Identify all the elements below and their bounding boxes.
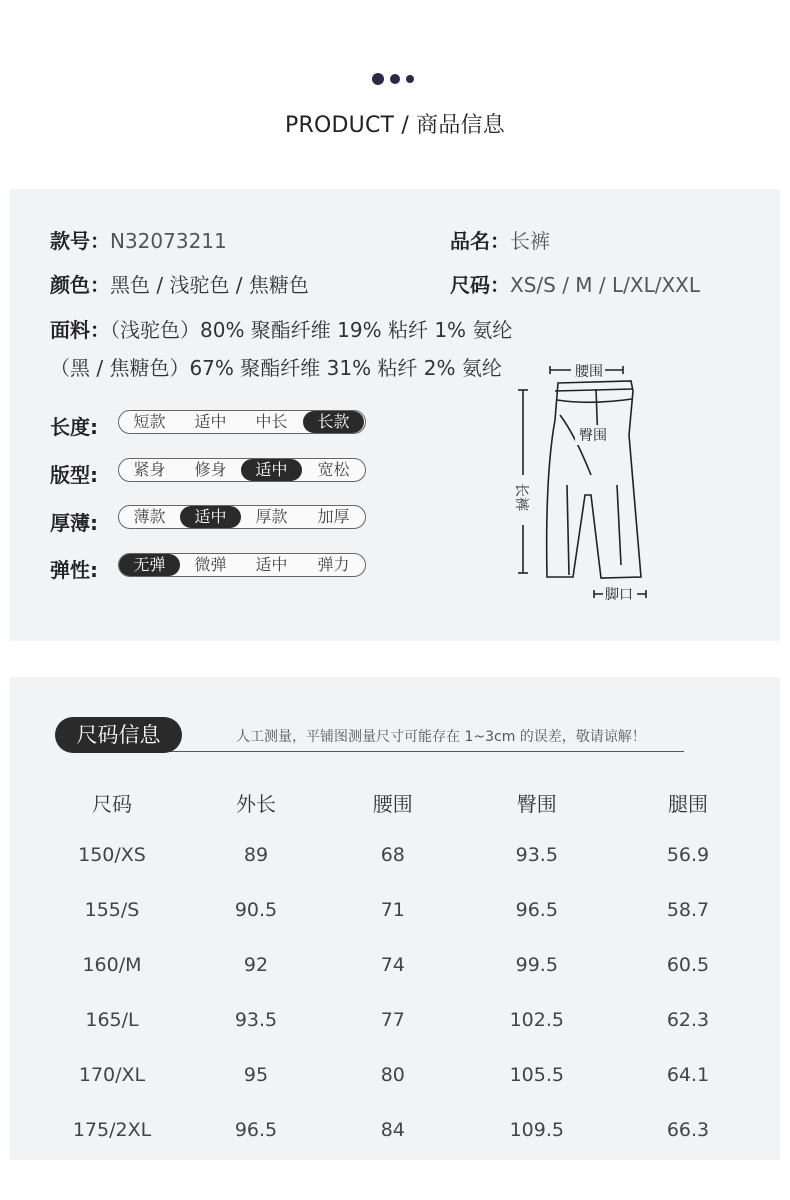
cell-length: 89 xyxy=(243,843,269,866)
cell-thigh: 62.3 xyxy=(666,1008,710,1031)
attr-label-thickness: 厚薄: xyxy=(50,511,98,535)
pants-diagram xyxy=(505,355,665,625)
cell-length: 95 xyxy=(243,1063,269,1086)
cell-size: 175/2XL xyxy=(72,1118,152,1141)
product-name-value: 长裤 xyxy=(510,229,550,253)
attr-option-selected: 适中 xyxy=(241,459,302,481)
attr-option: 中长 xyxy=(255,412,288,431)
color-label: 颜色： xyxy=(50,273,110,297)
col-header-thigh: 腿围 xyxy=(667,791,708,816)
attr-option: 厚款 xyxy=(255,507,288,526)
cell-waist: 74 xyxy=(380,953,405,976)
style-number-row xyxy=(50,225,227,254)
cell-hip: 96.5 xyxy=(515,898,558,921)
cell-hip: 109.5 xyxy=(509,1118,564,1141)
size-table xyxy=(40,777,760,1157)
cell-size: 165/L xyxy=(85,1008,139,1031)
attr-option: 紧身 xyxy=(133,460,166,479)
attr-scale-thickness xyxy=(118,505,366,529)
attr-scale-length xyxy=(118,410,366,434)
table-row xyxy=(40,827,760,882)
attr-label-fit: 版型: xyxy=(50,463,98,487)
fabric-line-2: （黑 / 焦糖色）67% 聚酯纤维 31% 粘纤 2% 氨纶 xyxy=(50,356,502,380)
attr-option: 适中 xyxy=(194,412,227,431)
cell-thigh: 56.9 xyxy=(666,843,710,866)
attr-option-selected: 无弹 xyxy=(119,554,180,576)
cell-length: 90.5 xyxy=(234,898,278,921)
col-header-hip: 臀围 xyxy=(516,791,557,816)
cell-thigh: 64.1 xyxy=(666,1063,710,1086)
color-row xyxy=(50,269,309,298)
attr-option: 加厚 xyxy=(317,507,350,526)
table-row xyxy=(40,1047,760,1102)
product-name-row xyxy=(450,225,550,254)
cell-size: 160/M xyxy=(82,953,142,976)
cell-size: 150/XS xyxy=(78,843,146,866)
hem-label: 脚口 xyxy=(605,587,633,603)
product-info-panel xyxy=(10,189,780,641)
table-row xyxy=(40,1102,760,1157)
cell-size: 170/XL xyxy=(78,1063,146,1086)
attr-scale-elasticity xyxy=(118,553,366,577)
hip-label: 臀围 xyxy=(579,428,607,444)
color-value: 黑色 / 浅驼色 / 焦糖色 xyxy=(110,273,309,297)
attr-option: 短款 xyxy=(133,412,166,431)
table-row xyxy=(40,992,760,1047)
cell-waist: 71 xyxy=(380,898,405,921)
cell-length: 92 xyxy=(243,953,269,976)
col-header-length: 外长 xyxy=(236,791,276,816)
attr-label-length: 长度: xyxy=(50,415,98,439)
size-chart-tag: 尺码信息 xyxy=(55,717,182,753)
attr-option: 薄款 xyxy=(133,507,166,526)
waist-label: 腰围 xyxy=(575,364,603,380)
length-label: 长裤 xyxy=(513,483,529,511)
cell-hip: 105.5 xyxy=(509,1063,564,1086)
cell-hip: 99.5 xyxy=(515,953,558,976)
cell-length: 96.5 xyxy=(234,1118,278,1141)
attr-scale-fit xyxy=(118,458,366,482)
attr-label-elasticity: 弹性: xyxy=(50,558,98,582)
cell-hip: 93.5 xyxy=(515,843,558,866)
size-value: XS/S / M / L/XL/XXL xyxy=(510,273,700,297)
attr-option: 宽松 xyxy=(317,460,350,479)
cell-hip: 102.5 xyxy=(509,1008,564,1031)
dot-medium xyxy=(390,74,400,84)
dot-large xyxy=(372,73,384,85)
dot-small xyxy=(406,75,414,83)
cell-thigh: 58.7 xyxy=(666,898,710,921)
size-chart-panel xyxy=(10,677,780,1160)
cell-waist: 68 xyxy=(380,843,405,866)
attr-option: 修身 xyxy=(194,460,227,479)
cell-waist: 84 xyxy=(380,1118,405,1141)
style-number-value: N32073211 xyxy=(110,229,227,253)
attr-option: 适中 xyxy=(255,555,288,574)
attr-option-selected: 长款 xyxy=(303,411,364,433)
attr-option: 微弹 xyxy=(194,555,227,574)
product-name-label: 品名： xyxy=(450,229,510,253)
section-title: PRODUCT / 商品信息 xyxy=(285,113,505,138)
cell-size: 155/S xyxy=(84,898,140,921)
fabric-row xyxy=(50,314,512,343)
cell-thigh: 60.5 xyxy=(666,953,710,976)
cell-waist: 80 xyxy=(380,1063,405,1086)
pants-outline xyxy=(547,381,641,578)
attr-option: 弹力 xyxy=(317,555,350,574)
cell-waist: 77 xyxy=(380,1008,405,1031)
cell-length: 93.5 xyxy=(234,1008,278,1031)
cell-thigh: 66.3 xyxy=(666,1118,710,1141)
size-chart-note: 人工测量，平铺图测量尺寸可能存在 1~3cm 的误差，敬请谅解！ xyxy=(236,729,646,745)
header-dots xyxy=(372,73,414,85)
size-label: 尺码： xyxy=(450,273,510,297)
col-header-size: 尺码 xyxy=(92,791,132,816)
size-table-header xyxy=(40,777,760,827)
size-row xyxy=(450,269,700,298)
table-row xyxy=(40,937,760,992)
fabric-label: 面料： xyxy=(50,318,110,342)
fabric-line-1: （浅驼色）80% 聚酯纤维 19% 粘纤 1% 氨纶 xyxy=(110,318,513,342)
table-row xyxy=(40,882,760,937)
size-chart-divider xyxy=(140,751,684,752)
style-number-label: 款号： xyxy=(50,229,110,253)
attr-option-selected: 适中 xyxy=(180,506,241,528)
fabric-line-2-row xyxy=(50,352,502,381)
col-header-waist: 腰围 xyxy=(372,791,413,816)
